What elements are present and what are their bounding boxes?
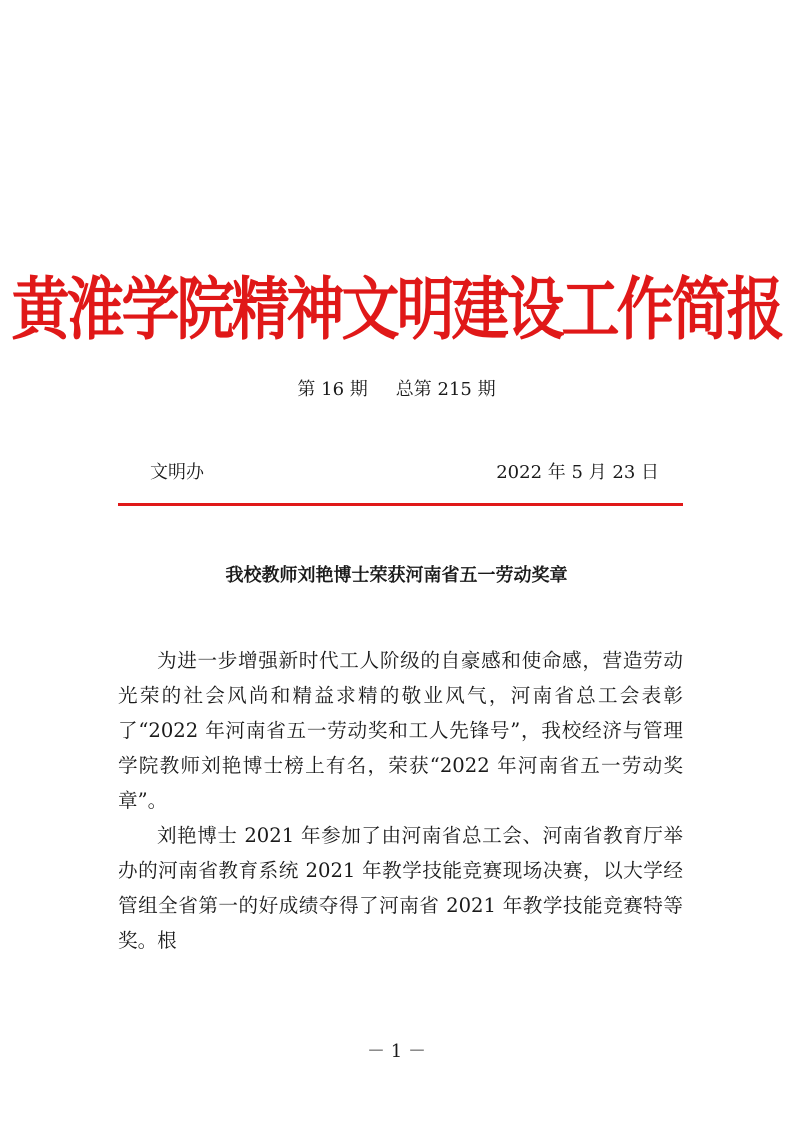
issue-date: 2022 年 5 月 23 日 bbox=[496, 462, 659, 483]
article-headline: 我校教师刘艳博士荣获河南省五一劳动奖章 bbox=[225, 565, 568, 586]
page-number: － 1 － bbox=[367, 1041, 426, 1062]
article-paragraph: 刘艳博士 2021 年参加了由河南省总工会、河南省教育厅举办的河南省教育系统 2021 年教学技能竞赛现场决赛，以大学经管组全省第一的好成绩夺得了河南省 2021 年教学技能竞赛特等奖。根 bbox=[118, 824, 683, 952]
header-divider bbox=[118, 503, 683, 506]
issue-total: 总第 215 期 bbox=[395, 379, 496, 400]
issue-number: 第 16 期 bbox=[297, 379, 368, 400]
issuing-office: 文明办 bbox=[150, 462, 204, 483]
article-body bbox=[118, 643, 683, 958]
article-paragraph: 为进一步增强新时代工人阶级的自豪感和使命感，营造劳动光荣的社会风尚和精益求精的敬业风气，河南省总工会表彰了“2022 年河南省五一劳动奖和工人先锋号”，我校经济与管理学院教师刘艳博士榜上有名，荣获“2022 年河南省五一劳动奖章”。 bbox=[118, 649, 683, 812]
issue-line bbox=[0, 377, 793, 403]
bulletin-masthead: 黄淮学院精神文明建设工作简报 bbox=[11, 269, 782, 350]
